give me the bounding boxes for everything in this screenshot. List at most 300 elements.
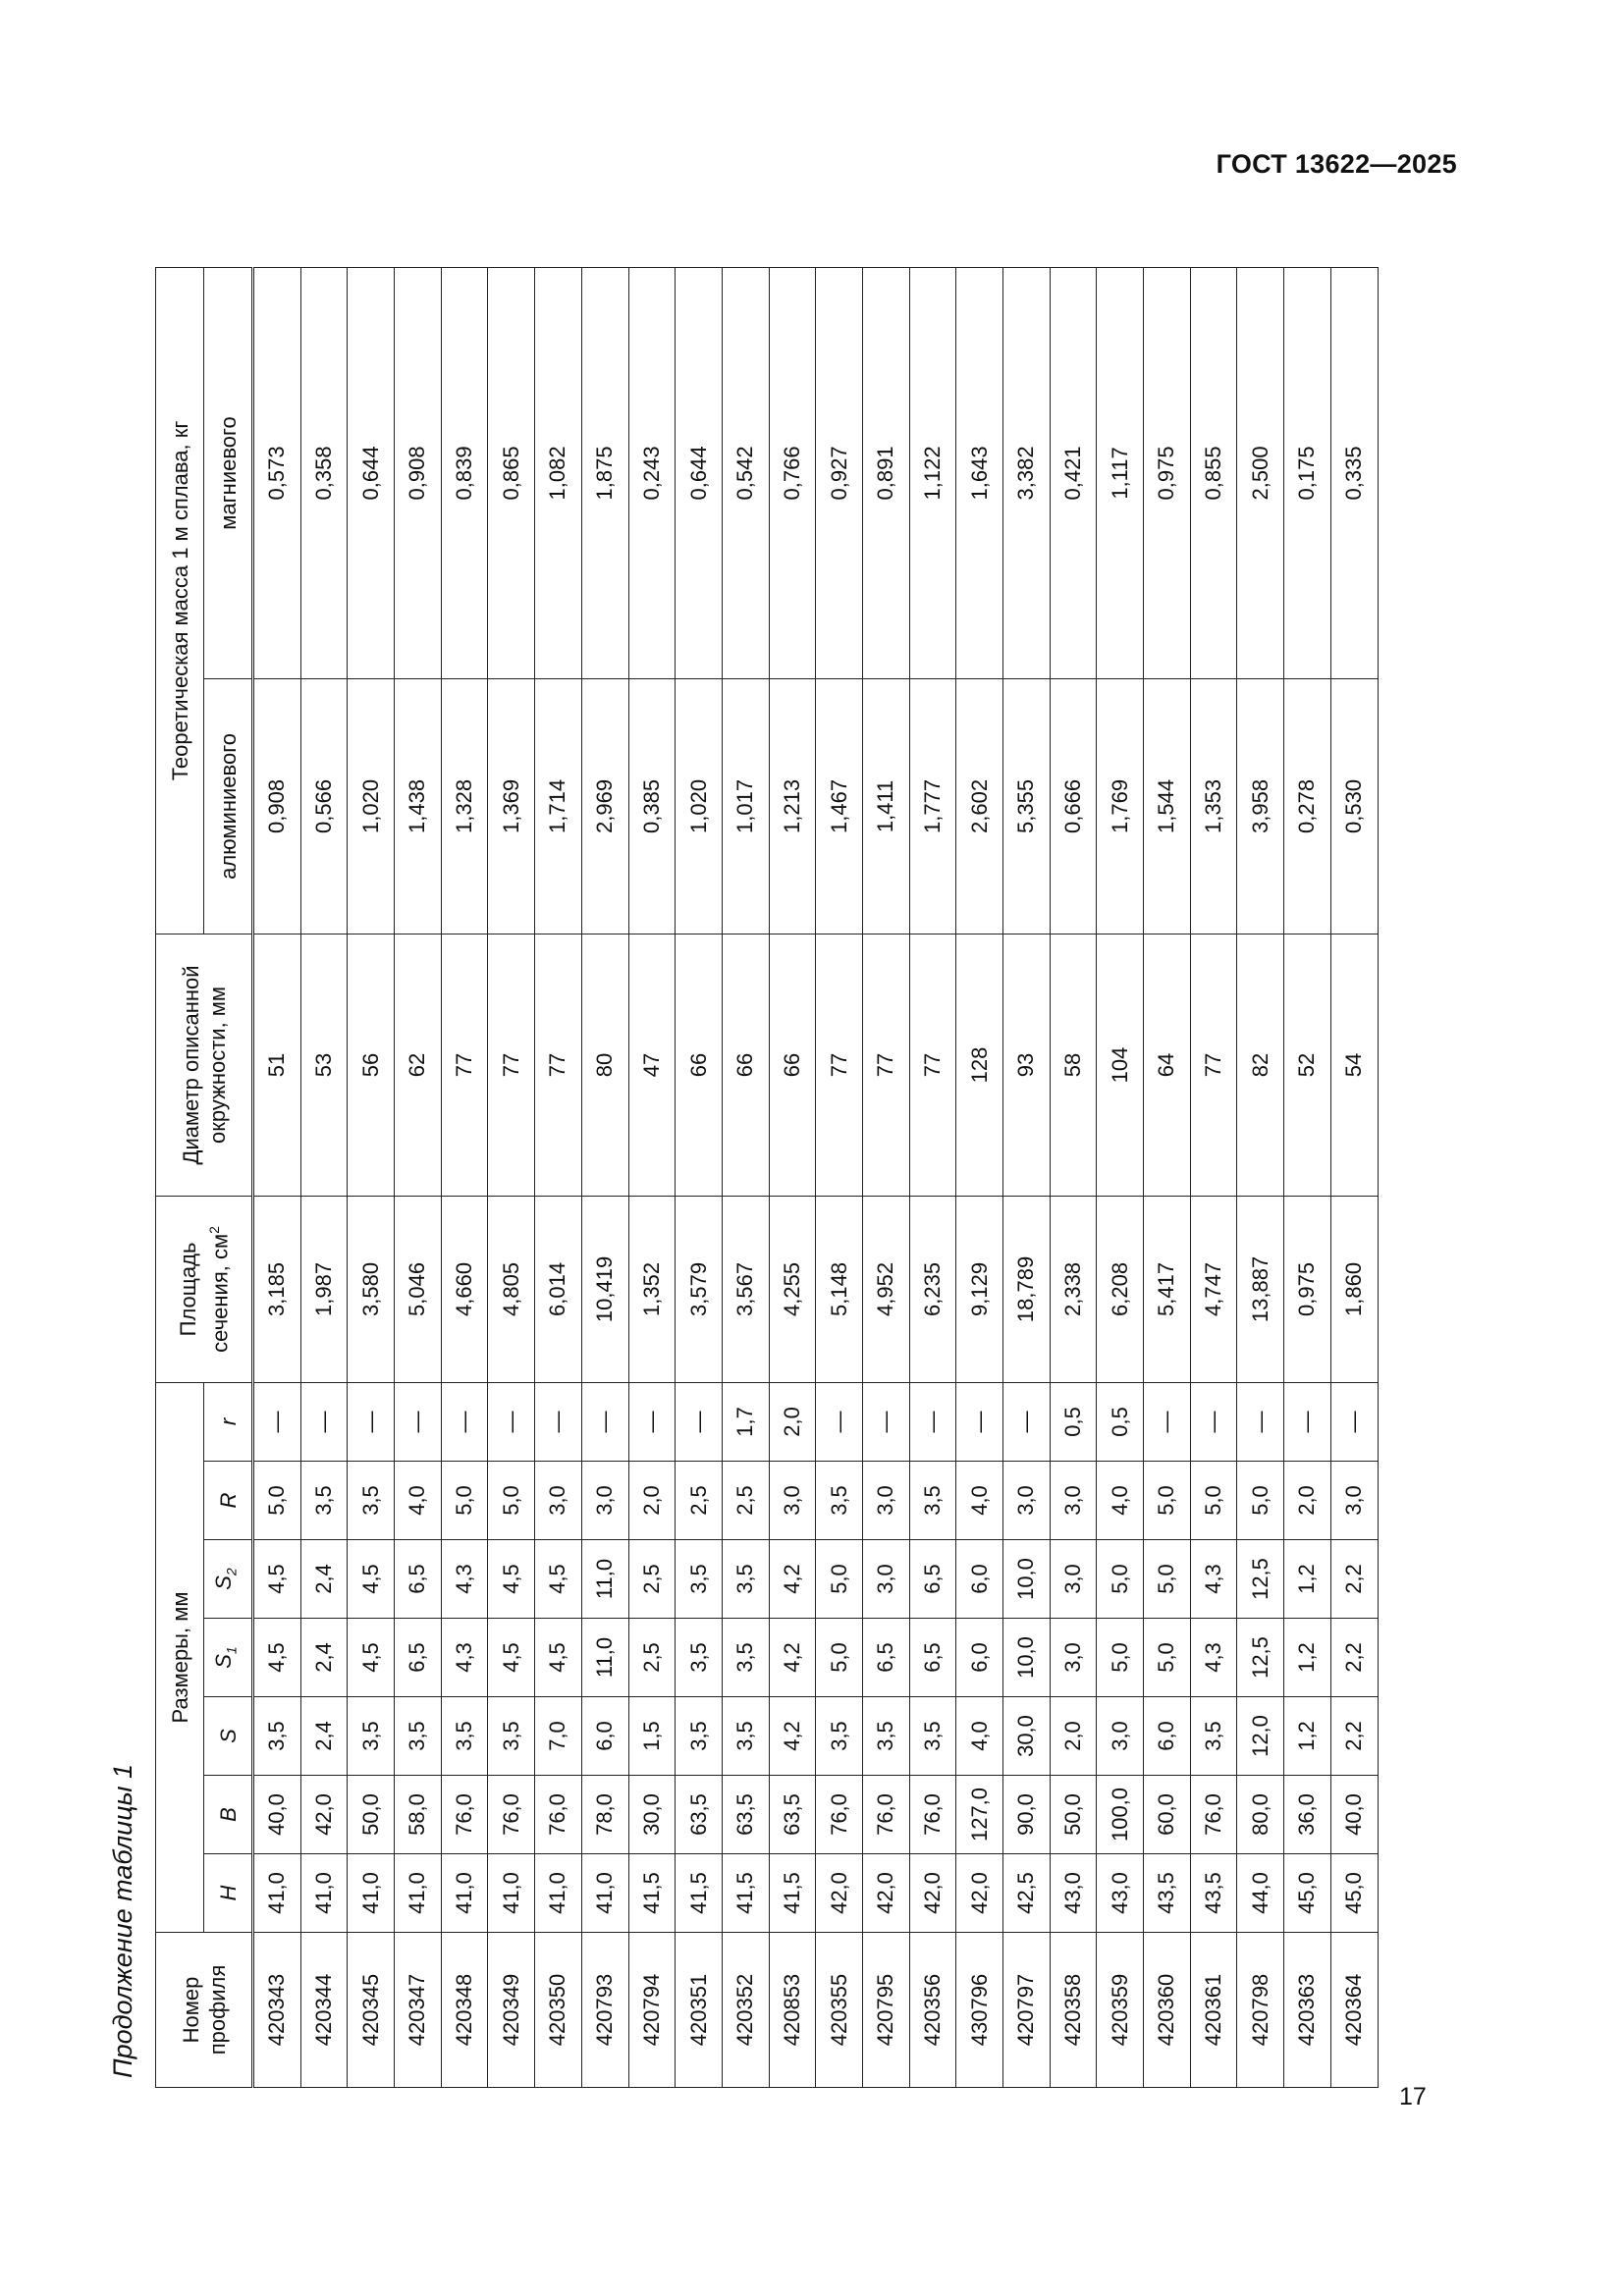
cell-magnesium: 1,875: [581, 267, 628, 678]
cell-area: 4,747: [1190, 1196, 1237, 1382]
cell-profile-no: 420361: [1190, 1933, 1237, 2088]
cell-profile-no: 420355: [816, 1933, 863, 2088]
cell-R: 3,5: [816, 1462, 863, 1540]
cell-diameter: 77: [488, 934, 535, 1196]
cell-magnesium: 0,865: [488, 267, 535, 678]
cell-area: 1,860: [1330, 1196, 1378, 1382]
cell-S: 3,5: [253, 1697, 301, 1776]
col-diameter: Диаметр описанной окружности, мм: [156, 934, 253, 1196]
cell-S: 3,5: [395, 1697, 442, 1776]
cell-r: —: [816, 1382, 863, 1461]
cell-S: 6,0: [1144, 1697, 1191, 1776]
cell-area: 5,148: [816, 1196, 863, 1382]
col-S2: $S_2$: [204, 1540, 253, 1619]
cell-profile-no: 420794: [628, 1933, 676, 2088]
cell-magnesium: 0,644: [676, 267, 723, 678]
cell-S1: 2,4: [300, 1619, 348, 1697]
cell-diameter: 53: [300, 934, 348, 1196]
cell-aluminum: 2,969: [581, 678, 628, 934]
cell-profile-no: 420795: [862, 1933, 909, 2088]
cell-S1: 4,5: [488, 1619, 535, 1697]
cell-H: 45,0: [1284, 1854, 1331, 1933]
cell-profile-no: 420349: [488, 1933, 535, 2088]
table-row: [1144, 267, 1191, 2087]
table-row: [956, 267, 1003, 2087]
cell-r: —: [909, 1382, 956, 1461]
cell-diameter: 66: [769, 934, 816, 1196]
table-row: [488, 267, 535, 2087]
cell-B: 127,0: [956, 1776, 1003, 1854]
cell-aluminum: 0,666: [1050, 678, 1097, 934]
cell-aluminum: 1,328: [441, 678, 488, 934]
cell-aluminum: 0,278: [1284, 678, 1331, 934]
cell-S2: 4,3: [441, 1540, 488, 1619]
cell-area: 13,887: [1237, 1196, 1284, 1382]
cell-B: 58,0: [395, 1776, 442, 1854]
cell-area: 3,567: [722, 1196, 769, 1382]
cell-H: 43,0: [1050, 1854, 1097, 1933]
cell-S2: 12,5: [1237, 1540, 1284, 1619]
table-row: [722, 267, 769, 2087]
col-R: R: [204, 1462, 253, 1540]
cell-r: —: [1330, 1382, 1378, 1461]
cell-profile-no: 420347: [395, 1933, 442, 2088]
cell-R: 4,0: [956, 1462, 1003, 1540]
cell-r: —: [395, 1382, 442, 1461]
cell-magnesium: 0,573: [253, 267, 301, 678]
cell-H: 42,0: [909, 1854, 956, 1933]
cell-B: 80,0: [1237, 1776, 1284, 1854]
cell-S: 3,5: [909, 1697, 956, 1776]
cell-H: 41,0: [300, 1854, 348, 1933]
cell-R: 3,5: [348, 1462, 395, 1540]
cell-r: —: [535, 1382, 582, 1461]
cell-area: 9,129: [956, 1196, 1003, 1382]
cell-aluminum: 1,777: [909, 678, 956, 934]
cell-magnesium: 0,542: [722, 267, 769, 678]
cell-r: —: [348, 1382, 395, 1461]
cell-H: 42,0: [862, 1854, 909, 1933]
cell-R: 2,5: [676, 1462, 723, 1540]
cell-R: 5,0: [1190, 1462, 1237, 1540]
cell-profile-no: 420364: [1330, 1933, 1378, 2088]
cell-S: 4,2: [769, 1697, 816, 1776]
cell-diameter: 51: [253, 934, 301, 1196]
cell-S2: 2,5: [628, 1540, 676, 1619]
cell-area: 3,579: [676, 1196, 723, 1382]
cell-S: 3,5: [348, 1697, 395, 1776]
cell-magnesium: 0,175: [1284, 267, 1331, 678]
cell-S2: 5,0: [1097, 1540, 1144, 1619]
cell-profile-no: 420348: [441, 1933, 488, 2088]
cell-profile-no: 420351: [676, 1933, 723, 2088]
cell-r: —: [1237, 1382, 1284, 1461]
cell-aluminum: 1,544: [1144, 678, 1191, 934]
cell-H: 44,0: [1237, 1854, 1284, 1933]
table-row: [909, 267, 956, 2087]
table-caption: Продолжение таблицы 1: [108, 1763, 137, 2078]
table-row: [1284, 267, 1331, 2087]
cell-profile-no: 430796: [956, 1933, 1003, 2088]
col-S1: $S_1$: [204, 1619, 253, 1697]
col-mass-group: Теоретическая масса 1 м сплава, кг: [156, 267, 204, 934]
cell-S: 3,0: [1097, 1697, 1144, 1776]
cell-magnesium: 0,927: [816, 267, 863, 678]
cell-area: 4,255: [769, 1196, 816, 1382]
cell-B: 76,0: [488, 1776, 535, 1854]
cell-r: —: [253, 1382, 301, 1461]
cell-S: 3,5: [862, 1697, 909, 1776]
cell-R: 3,0: [535, 1462, 582, 1540]
cell-diameter: 77: [1190, 934, 1237, 1196]
cell-r: —: [1144, 1382, 1191, 1461]
cell-diameter: 47: [628, 934, 676, 1196]
cell-H: 41,5: [628, 1854, 676, 1933]
cell-B: 76,0: [909, 1776, 956, 1854]
col-r: r: [204, 1382, 253, 1461]
cell-B: 50,0: [348, 1776, 395, 1854]
cell-profile-no: 420797: [1003, 1933, 1051, 2088]
cell-diameter: 58: [1050, 934, 1097, 1196]
cell-H: 43,5: [1144, 1854, 1191, 1933]
table-row: [676, 267, 723, 2087]
col-dimensions-group: Размеры, мм: [156, 1382, 204, 1932]
cell-S1: 6,5: [395, 1619, 442, 1697]
cell-aluminum: 1,020: [348, 678, 395, 934]
cell-B: 30,0: [628, 1776, 676, 1854]
table-row: [628, 267, 676, 2087]
cell-profile-no: 420350: [535, 1933, 582, 2088]
cell-S2: 4,5: [488, 1540, 535, 1619]
cell-magnesium: 0,421: [1050, 267, 1097, 678]
cell-magnesium: 0,855: [1190, 267, 1237, 678]
cell-B: 42,0: [300, 1776, 348, 1854]
cell-R: 5,0: [253, 1462, 301, 1540]
cell-H: 41,5: [769, 1854, 816, 1933]
cell-S: 2,4: [300, 1697, 348, 1776]
col-magnesium: магниевого: [204, 267, 253, 678]
cell-area: 6,014: [535, 1196, 582, 1382]
table-row: [581, 267, 628, 2087]
cell-profile-no: 420853: [769, 1933, 816, 2088]
cell-S2: 11,0: [581, 1540, 628, 1619]
cell-r: —: [628, 1382, 676, 1461]
cell-B: 60,0: [1144, 1776, 1191, 1854]
table-row: [1097, 267, 1144, 2087]
col-B: B: [204, 1776, 253, 1854]
cell-diameter: 104: [1097, 934, 1144, 1196]
cell-H: 45,0: [1330, 1854, 1378, 1933]
table-row: [300, 267, 348, 2087]
cell-S1: 1,2: [1284, 1619, 1331, 1697]
cell-area: 4,805: [488, 1196, 535, 1382]
cell-aluminum: 1,213: [769, 678, 816, 934]
cell-r: —: [1284, 1382, 1331, 1461]
cell-H: 41,0: [488, 1854, 535, 1933]
cell-diameter: 77: [441, 934, 488, 1196]
cell-S2: 3,0: [1050, 1540, 1097, 1619]
cell-S2: 4,5: [348, 1540, 395, 1619]
cell-S1: 6,5: [909, 1619, 956, 1697]
cell-S: 3,5: [722, 1697, 769, 1776]
cell-S2: 3,5: [676, 1540, 723, 1619]
cell-area: 0,975: [1284, 1196, 1331, 1382]
cell-diameter: 77: [862, 934, 909, 1196]
cell-area: 3,580: [348, 1196, 395, 1382]
cell-magnesium: 0,358: [300, 267, 348, 678]
cell-area: 5,417: [1144, 1196, 1191, 1382]
cell-R: 5,0: [441, 1462, 488, 1540]
cell-S: 4,0: [956, 1697, 1003, 1776]
cell-magnesium: 1,643: [956, 267, 1003, 678]
cell-H: 41,0: [581, 1854, 628, 1933]
cell-H: 42,5: [1003, 1854, 1051, 1933]
cell-diameter: 128: [956, 934, 1003, 1196]
cell-r: 2,0: [769, 1382, 816, 1461]
cell-S2: 1,2: [1284, 1540, 1331, 1619]
table-body: [253, 267, 1379, 2087]
cell-S: 1,2: [1284, 1697, 1331, 1776]
cell-S2: 3,5: [722, 1540, 769, 1619]
cell-R: 2,5: [722, 1462, 769, 1540]
cell-diameter: 64: [1144, 934, 1191, 1196]
cell-B: 76,0: [862, 1776, 909, 1854]
cell-magnesium: 0,243: [628, 267, 676, 678]
cell-S2: 6,5: [909, 1540, 956, 1619]
cell-aluminum: 0,530: [1330, 678, 1378, 934]
cell-area: 5,046: [395, 1196, 442, 1382]
cell-R: 2,0: [628, 1462, 676, 1540]
profiles-table: [155, 267, 1379, 2088]
cell-S1: 4,2: [769, 1619, 816, 1697]
table-row: [862, 267, 909, 2087]
cell-area: 6,208: [1097, 1196, 1144, 1382]
cell-profile-no: 420798: [1237, 1933, 1284, 2088]
cell-area: 1,987: [300, 1196, 348, 1382]
cell-R: 4,0: [395, 1462, 442, 1540]
cell-aluminum: 1,467: [816, 678, 863, 934]
cell-H: 42,0: [816, 1854, 863, 1933]
standard-code: ГОСТ 13622—2025: [1216, 149, 1457, 179]
col-profile-no: Номер профиля: [156, 1933, 253, 2088]
col-H: H: [204, 1854, 253, 1933]
cell-area: 3,185: [253, 1196, 301, 1382]
cell-B: 36,0: [1284, 1776, 1331, 1854]
cell-r: —: [1190, 1382, 1237, 1461]
cell-S1: 3,0: [1050, 1619, 1097, 1697]
cell-S: 3,5: [1190, 1697, 1237, 1776]
cell-S1: 5,0: [816, 1619, 863, 1697]
table-row: [1003, 267, 1051, 2087]
cell-aluminum: 1,438: [395, 678, 442, 934]
cell-profile-no: 420793: [581, 1933, 628, 2088]
cell-magnesium: 0,839: [441, 267, 488, 678]
cell-R: 3,0: [1003, 1462, 1051, 1540]
table-row: [253, 267, 301, 2087]
cell-S: 3,5: [441, 1697, 488, 1776]
cell-S2: 2,2: [1330, 1540, 1378, 1619]
cell-magnesium: 1,122: [909, 267, 956, 678]
cell-R: 5,0: [1237, 1462, 1284, 1540]
table-row: [535, 267, 582, 2087]
cell-magnesium: 0,644: [348, 267, 395, 678]
table-row: [348, 267, 395, 2087]
cell-B: 90,0: [1003, 1776, 1051, 1854]
cell-S2: 5,0: [816, 1540, 863, 1619]
cell-S: 7,0: [535, 1697, 582, 1776]
cell-H: 41,5: [722, 1854, 769, 1933]
cell-diameter: 54: [1330, 934, 1378, 1196]
cell-aluminum: 3,958: [1237, 678, 1284, 934]
cell-R: 3,0: [862, 1462, 909, 1540]
cell-S1: 6,5: [862, 1619, 909, 1697]
cell-S2: 10,0: [1003, 1540, 1051, 1619]
cell-r: —: [862, 1382, 909, 1461]
cell-r: 0,5: [1097, 1382, 1144, 1461]
cell-r: —: [441, 1382, 488, 1461]
cell-S2: 5,0: [1144, 1540, 1191, 1619]
cell-R: 3,0: [769, 1462, 816, 1540]
cell-B: 78,0: [581, 1776, 628, 1854]
cell-magnesium: 0,766: [769, 267, 816, 678]
cell-area: 4,952: [862, 1196, 909, 1382]
cell-B: 76,0: [816, 1776, 863, 1854]
cell-S1: 10,0: [1003, 1619, 1051, 1697]
cell-H: 42,0: [956, 1854, 1003, 1933]
cell-H: 43,0: [1097, 1854, 1144, 1933]
cell-aluminum: 0,566: [300, 678, 348, 934]
cell-magnesium: 2,500: [1237, 267, 1284, 678]
cell-R: 3,0: [1050, 1462, 1097, 1540]
cell-diameter: 82: [1237, 934, 1284, 1196]
cell-profile-no: 420352: [722, 1933, 769, 2088]
cell-S1: 6,0: [956, 1619, 1003, 1697]
table-row: [441, 267, 488, 2087]
cell-S1: 5,0: [1144, 1619, 1191, 1697]
cell-R: 2,0: [1284, 1462, 1331, 1540]
cell-H: 41,5: [676, 1854, 723, 1933]
cell-B: 100,0: [1097, 1776, 1144, 1854]
table-row: [1330, 267, 1378, 2087]
cell-aluminum: 1,020: [676, 678, 723, 934]
cell-H: 43,5: [1190, 1854, 1237, 1933]
cell-profile-no: 420360: [1144, 1933, 1191, 2088]
cell-diameter: 77: [816, 934, 863, 1196]
cell-aluminum: 2,602: [956, 678, 1003, 934]
cell-S1: 11,0: [581, 1619, 628, 1697]
cell-aluminum: 1,017: [722, 678, 769, 934]
cell-aluminum: 1,353: [1190, 678, 1237, 934]
cell-S1: 12,5: [1237, 1619, 1284, 1697]
cell-S: 2,2: [1330, 1697, 1378, 1776]
cell-R: 3,0: [1330, 1462, 1378, 1540]
cell-S: 12,0: [1237, 1697, 1284, 1776]
cell-r: 1,7: [722, 1382, 769, 1461]
cell-magnesium: 3,382: [1003, 267, 1051, 678]
cell-area: 4,660: [441, 1196, 488, 1382]
cell-S1: 4,5: [348, 1619, 395, 1697]
cell-magnesium: 1,082: [535, 267, 582, 678]
cell-profile-no: 420344: [300, 1933, 348, 2088]
cell-S: 30,0: [1003, 1697, 1051, 1776]
cell-S: 6,0: [581, 1697, 628, 1776]
cell-B: 63,5: [722, 1776, 769, 1854]
cell-diameter: 77: [909, 934, 956, 1196]
cell-r: —: [956, 1382, 1003, 1461]
cell-magnesium: 0,335: [1330, 267, 1378, 678]
col-S: S: [204, 1697, 253, 1776]
cell-r: —: [1003, 1382, 1051, 1461]
cell-S2: 4,5: [253, 1540, 301, 1619]
cell-S1: 4,5: [535, 1619, 582, 1697]
cell-area: 2,338: [1050, 1196, 1097, 1382]
cell-S2: 6,5: [395, 1540, 442, 1619]
cell-area: 18,789: [1003, 1196, 1051, 1382]
cell-area: 1,352: [628, 1196, 676, 1382]
cell-diameter: 93: [1003, 934, 1051, 1196]
cell-R: 5,0: [1144, 1462, 1191, 1540]
cell-S: 1,5: [628, 1697, 676, 1776]
cell-S2: 6,0: [956, 1540, 1003, 1619]
cell-H: 41,0: [441, 1854, 488, 1933]
cell-S2: 4,3: [1190, 1540, 1237, 1619]
col-area: Площадь сечения, $см^2$: [156, 1196, 253, 1382]
cell-aluminum: 0,385: [628, 678, 676, 934]
cell-S2: 2,4: [300, 1540, 348, 1619]
cell-diameter: 80: [581, 934, 628, 1196]
cell-R: 5,0: [488, 1462, 535, 1540]
cell-area: 6,235: [909, 1196, 956, 1382]
cell-magnesium: 1,117: [1097, 267, 1144, 678]
cell-magnesium: 0,891: [862, 267, 909, 678]
cell-profile-no: 420356: [909, 1933, 956, 2088]
rotated-table-block: [108, 268, 1384, 2088]
cell-profile-no: 420358: [1050, 1933, 1097, 2088]
table-row: [1190, 267, 1237, 2087]
cell-diameter: 66: [722, 934, 769, 1196]
cell-H: 41,0: [535, 1854, 582, 1933]
cell-S1: 2,2: [1330, 1619, 1378, 1697]
cell-H: 41,0: [348, 1854, 395, 1933]
cell-aluminum: 1,769: [1097, 678, 1144, 934]
cell-B: 76,0: [535, 1776, 582, 1854]
table-row: [395, 267, 442, 2087]
cell-S1: 3,5: [722, 1619, 769, 1697]
cell-S1: 4,3: [441, 1619, 488, 1697]
cell-B: 40,0: [253, 1776, 301, 1854]
cell-S2: 4,2: [769, 1540, 816, 1619]
cell-r: 0,5: [1050, 1382, 1097, 1461]
cell-diameter: 66: [676, 934, 723, 1196]
cell-diameter: 77: [535, 934, 582, 1196]
cell-profile-no: 420363: [1284, 1933, 1331, 2088]
cell-S1: 4,5: [253, 1619, 301, 1697]
cell-S2: 3,0: [862, 1540, 909, 1619]
cell-profile-no: 420359: [1097, 1933, 1144, 2088]
cell-S: 2,0: [1050, 1697, 1097, 1776]
cell-magnesium: 0,908: [395, 267, 442, 678]
cell-B: 76,0: [441, 1776, 488, 1854]
cell-diameter: 56: [348, 934, 395, 1196]
table-row: [1237, 267, 1284, 2087]
table-row: [1050, 267, 1097, 2087]
cell-S1: 4,3: [1190, 1619, 1237, 1697]
table-row: [816, 267, 863, 2087]
cell-B: 50,0: [1050, 1776, 1097, 1854]
cell-diameter: 62: [395, 934, 442, 1196]
cell-H: 41,0: [253, 1854, 301, 1933]
cell-diameter: 52: [1284, 934, 1331, 1196]
